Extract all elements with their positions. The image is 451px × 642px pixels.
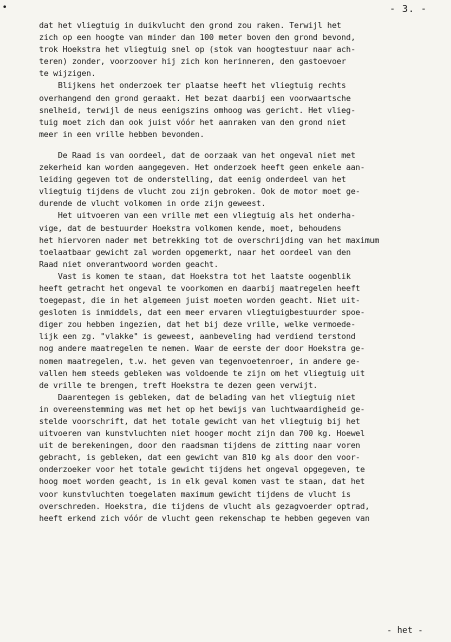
text-line: vige, dat de bestuurder Hoekstra volkomen kende, moet, behoudens xyxy=(39,222,342,233)
text-line: overhangend den grond geraakt. Het bezat daarbij een voorwaartsche xyxy=(39,92,351,103)
text-line: teren) zonder, voorzoover hij zich kon herinneren, den gastoevoer xyxy=(39,56,346,67)
paragraph xyxy=(39,209,443,269)
text-line: leiding gegeven tot de onderstelling, dat eenig onderdeel van het xyxy=(39,174,346,185)
paragraph xyxy=(39,79,443,139)
document-body xyxy=(39,19,443,524)
text-line: in overeenstemming was met het op het bewijs van luchtwaardigheid ge- xyxy=(39,403,365,414)
text-line: onderzoeker voor het totale gewicht tijdens het ongeval opgegeven, te xyxy=(39,464,365,475)
text-line: dat het vliegtuig in duikvlucht den grond zou raken. Terwijl het xyxy=(39,20,342,30)
text-line: voor kunstvluchten toegelaten maximum gewicht tijdens de vlucht is xyxy=(39,488,351,499)
text-line: Blijkens het onderzoek ter plaatse heeft het vliegtuig rechts xyxy=(39,80,346,91)
catchword: - het - xyxy=(386,626,423,636)
corner-mark: • xyxy=(2,3,8,13)
text-line: de vrille te brengen, treft Hoekstra te dezen geen verwijt. xyxy=(39,379,318,390)
text-line: vliegtuig tijdens de vlucht zou zijn gebroken. Ook de motor moet ge- xyxy=(39,186,361,197)
text-line: nomen maatregelen, t.w. het geven van tegenvoetenroer, in andere ge- xyxy=(39,355,361,366)
text-line: diger zou hebben ingezien, dat het bij deze vrille, welke vermoede- xyxy=(39,319,356,330)
text-line: toelaatbaar gewicht zal worden opgemerkt, naar het oordeel van den xyxy=(39,246,351,257)
text-line: uitvoeren van kunstvluchten niet hooger mocht zijn dan 700 kg. Hoewel xyxy=(39,428,365,439)
text-line: lijk een zg. "vlakke" is geweest, aanbeveling had verdiend terstond xyxy=(39,331,356,342)
text-line: heeft erkend zich vóór de vlucht geen rekenschap te hebben gegeven van xyxy=(39,512,370,523)
text-line: Het uitvoeren van een vrille met een vliegtuig als het onderha- xyxy=(39,210,356,221)
paragraph xyxy=(39,391,443,524)
paragraph xyxy=(39,270,443,391)
text-line: Raad niet onverantwoord worden geacht. xyxy=(39,258,219,269)
text-line: nog andere maatregelen te nemen. Waar de eerste der door Hoekstra ge- xyxy=(39,343,365,354)
text-line: te wijzigen. xyxy=(39,68,96,79)
text-line: heeft getracht het ongeval te voorkomen en daarbij maatregelen heeft xyxy=(39,282,361,293)
text-line: Daarentegen is gebleken, dat de belading van het vliegtuig niet xyxy=(39,391,356,402)
text-line: durende de vlucht volkomen in orde zijn geweest. xyxy=(39,198,266,209)
page-number: - 3. - xyxy=(389,4,427,15)
text-line: De Raad is van oordeel, dat de oorzaak van het ongeval niet met xyxy=(39,149,356,160)
text-line: uit de berekeningen, door den raadsman tijdens de zitting naar voren xyxy=(39,440,361,451)
text-line: Vast is komen te staan, dat Hoekstra tot het laatste oogenblik xyxy=(39,270,351,281)
text-line: trok Hoekstra het vliegtuig snel op (stok van hoogtestuur naar ach- xyxy=(39,44,356,55)
text-line: snelheid, terwijl de neus eenigszins omhoog was gericht. Het vlieg- xyxy=(39,104,356,115)
text-line: meer in een vrille hebben bevonden. xyxy=(39,128,205,139)
text-line: overschreden. Hoekstra, die tijdens de vlucht als gezagvoerder optrad, xyxy=(39,500,370,511)
text-line: stelde voorschrift, dat het totale gewicht van het vliegtuig bij het xyxy=(39,416,361,426)
text-line: hoog moet worden geacht, is in elk geval komen vast te staan, dat het xyxy=(39,476,365,487)
paragraph xyxy=(39,19,443,79)
paragraph-gap xyxy=(39,140,443,149)
text-line: gebracht, is gebleken, dat een gewicht van 810 kg als door den voor- xyxy=(39,452,361,463)
text-line: gesloten is inmiddels, dat een meer ervaren vliegtuigbestuurder spoe- xyxy=(39,307,365,318)
text-line: toegepast, die in het algemeen juist moeten worden geacht. Niet uit- xyxy=(39,295,361,306)
text-line: zich op een hoogte van minder dan 100 meter boven den grond bevond, xyxy=(39,32,356,43)
text-line: zekerheid kan worden aangegeven. Het onderzoek heeft geen enkele aan- xyxy=(39,162,365,173)
text-line: tuig moet zich dan ook juist vóór het aanraken van den grond niet xyxy=(39,116,346,127)
paragraph xyxy=(39,149,443,209)
text-line: vallen hem steeds gebleken was voldoende te zijn om het vliegtuig uit xyxy=(39,367,365,378)
text-line: het hiervoren nader met betrekking tot de overschrijding van het maximum xyxy=(39,234,380,245)
